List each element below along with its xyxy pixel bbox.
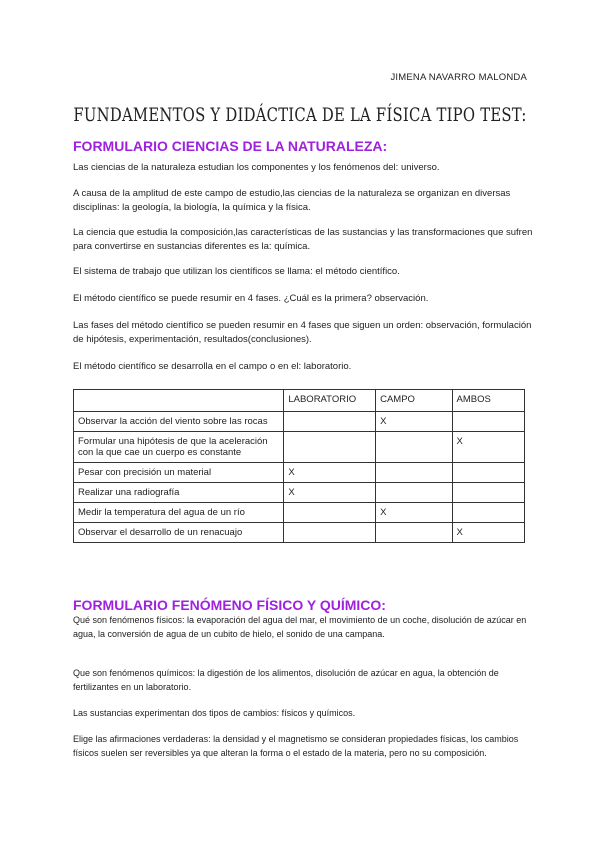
table-cell [376, 463, 452, 483]
paragraph: Elige las afirmaciones verdaderas: la densidad y el magnetismo se consideran propiedades físicas, los cambios físicos suelen ser reversibles ya que alteran la forma o el estado de la materia, pero no su composición. [73, 734, 519, 758]
paragraph: La ciencia que estudia la composición,las características de las sustancias y las transformaciones que sufren para convertirse en sustancias diferentes es la: química. [73, 227, 533, 252]
page-title: FUNDAMENTOS Y DIDÁCTICA DE LA FÍSICA TIPO TEST: [73, 104, 527, 126]
table-header: CAMPO [376, 390, 452, 412]
table-cell [284, 432, 376, 463]
table-row [74, 432, 525, 463]
table-cell: X [376, 412, 452, 432]
table-header: AMBOS [452, 390, 525, 412]
table-cell [284, 412, 376, 432]
table-header [74, 390, 284, 412]
table-cell [376, 483, 452, 503]
table-cell [452, 483, 525, 503]
table-cell: X [376, 503, 452, 523]
section1-heading: FORMULARIO CIENCIAS DE LA NATURALEZA: [73, 138, 388, 154]
table-cell: Observar el desarrollo de un renacuajo [74, 523, 284, 543]
table-cell [376, 523, 452, 543]
paragraph: Las fases del método científico se pueden resumir en 4 fases que siguen un orden: observación, formulación de hipótesis, experimentación, resultados(conclusiones). [73, 320, 532, 345]
table-cell [452, 412, 525, 432]
table-cell [452, 463, 525, 483]
table-row [74, 483, 525, 503]
table-cell: X [452, 523, 525, 543]
paragraph: Las ciencias de la naturaleza estudian los componentes y los fenómenos del: universo. [73, 162, 440, 173]
author-name: JIMENA NAVARRO MALONDA [390, 72, 527, 83]
table-cell [376, 432, 452, 463]
table-row [74, 412, 525, 432]
table-cell: Observar la acción del viento sobre las rocas [74, 412, 284, 432]
paragraph: El método científico se desarrolla en el campo o en el: laboratorio. [73, 361, 352, 372]
paragraph: Qué son fenómenos físicos: la evaporación del agua del mar, el movimiento de un coche, disolución de azúcar en agua, la conversión de agua de un cubito de hielo, el sonido de una campana. [73, 615, 527, 639]
table-header: LABORATORIO [284, 390, 376, 412]
table-cell [284, 523, 376, 543]
table-row [74, 523, 525, 543]
paragraph: El método científico se puede resumir en 4 fases. ¿Cuál es la primera? observación. [73, 293, 429, 304]
table-cell: X [452, 432, 525, 463]
paragraph: Las sustancias experimentan dos tipos de cambios: físicos y químicos. [73, 708, 356, 718]
table-cell: Medir la temperatura del agua de un río [74, 503, 284, 523]
classification-table [73, 389, 525, 543]
paragraph: A causa de la amplitud de este campo de estudio,las ciencias de la naturaleza se organizan en diversas disciplinas: la geología, la biología, la química y la física. [73, 188, 511, 213]
table-cell: Realizar una radiografía [74, 483, 284, 503]
table-cell: Formular una hipótesis de que la aceleración con la que cae un cuerpo es constante [74, 432, 284, 463]
table-cell [452, 503, 525, 523]
table-row [74, 463, 525, 483]
paragraph: El sistema de trabajo que utilizan los científicos se llama: el método científico. [73, 266, 400, 277]
table-cell [284, 503, 376, 523]
table-cell: X [284, 463, 376, 483]
table-header-row [74, 390, 525, 412]
table-cell: X [284, 483, 376, 503]
section2-heading: FORMULARIO FENÓMENO FÍSICO Y QUÍMICO: [73, 597, 386, 613]
table-row [74, 503, 525, 523]
table-cell: Pesar con precisión un material [74, 463, 284, 483]
paragraph: Que son fenómenos químicos: la digestión de los alimentos, disolución de azúcar en agua, la obtención de fertilizantes en un laboratorio. [73, 668, 499, 692]
